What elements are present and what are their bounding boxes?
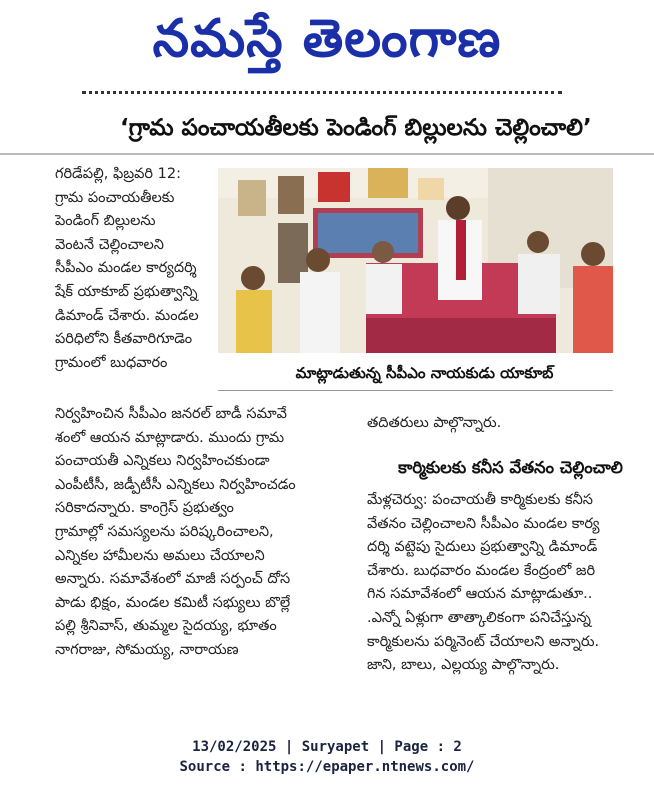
article-headline: ‘గ్రామ పంచాయతీలకు పెండింగ్ బిల్లులను చెల్లించాలి’	[120, 115, 592, 141]
body-line: పెండింగ్ బిల్లులను	[55, 213, 156, 230]
article-body-left-top	[55, 163, 212, 375]
second-article-headline: కార్మికులకు కనీస వేతనం చెల్లించాలి	[398, 458, 623, 477]
body-line: నిర్వహించిన సీపీఎం జనరల్ బాడీ సమావే	[55, 406, 287, 422]
body-line: షేక్ యాకూబ్ ప్రభుత్వాన్ని	[55, 283, 198, 300]
article-continuation	[367, 412, 637, 436]
body-line: నాగరాజు, సోమయ్య, నారాయణ	[55, 641, 239, 658]
masthead-title: నమస్తే తెలంగాణ	[152, 9, 502, 69]
second-article-body	[367, 489, 637, 678]
body-line: కార్మికులను పర్మినెంట్ చేయాలని అన్నారు.	[367, 633, 600, 650]
body-line: గ్రామ పంచాయతీలకు	[55, 189, 175, 206]
footer-date-line: 13/02/2025 | Suryapet | Page : 2	[192, 739, 462, 755]
photo-illustration	[218, 168, 613, 353]
body-line: వెంటనే చెల్లించాలని	[55, 236, 164, 253]
body-line: దర్శి వట్టెపు సైదులు ప్రభుత్వాన్ని డిమాండ్	[367, 539, 598, 556]
headline-divider	[0, 153, 654, 155]
body-line: జాని, బాలు, ఎల్లయ్య పాల్గొన్నారు.	[367, 657, 560, 674]
body-line: .ఎన్నో ఏళ్లుగా తాత్కాలికంగా పనిచేస్తున్న	[367, 609, 591, 626]
body-line: గ్రామాల్లో సమస్యలను పరిష్కరించాలని,	[55, 523, 274, 540]
body-line: వేతనం చెల్లించాలని సీపీఎం మండల కార్య	[367, 515, 600, 532]
body-line: డిమాండ్ చేశారు. మండల	[55, 307, 199, 324]
body-line: ఎంపీటీసీ, జడ్పీటీసీ ఎన్నికలు నిర్వహించడం	[55, 476, 296, 493]
body-line: గిన సమావేశంలో ఆయన మాట్లాడుతూ..	[367, 586, 593, 603]
body-line: తదితరులు పాల్గొన్నారు.	[367, 415, 502, 431]
body-line: అన్నారు. సమావేశంలో మాజీ సర్పంచ్ దోస	[55, 571, 291, 588]
article-body-left-bottom	[55, 403, 345, 663]
news-photo	[218, 168, 613, 353]
body-line: గ్రామంలో బుధవారం	[55, 354, 168, 371]
body-line: ఎన్నికల హామీలను అమలు చేయాలని	[55, 547, 265, 564]
body-line: సీపీఎం మండల కార్యదర్శి	[55, 260, 197, 277]
body-line: సరికాదన్నారు. కాంగ్రెస్ ప్రభుత్వం	[55, 500, 234, 517]
body-line: చేశారు. బుధవారం మండల కేంద్రంలో జరి	[367, 562, 596, 579]
body-line: పంచాయతీ ఎన్నికలు నిర్వహించకుండా	[55, 453, 270, 470]
body-line: శంలో ఆయన మాట్లాడారు. ముందు గ్రామ	[55, 429, 285, 446]
footer-source-line: Source : https://epaper.ntnews.com/	[179, 759, 475, 775]
caption-divider	[218, 390, 613, 391]
photo-caption: మాట్లాడుతున్న సీపీఎం నాయకుడు యాకూబ్	[295, 364, 554, 382]
body-line: మేళ్లచెర్వు: పంచాయతీ కార్మికులకు కనీస	[367, 492, 593, 508]
body-line: పల్లి శ్రీనివాస్, తుమ్మల సైదయ్య, భూతం	[55, 618, 277, 635]
body-line: గరిడేపల్లి, ఫిబ్రవరి 12:	[55, 166, 181, 182]
body-line: పాడు భిక్షం, మండల కమిటీ సభ్యులు బొల్లే	[55, 594, 291, 611]
masthead-divider	[82, 91, 562, 98]
body-line: పరిధిలోని కీతవారిగూడెం	[55, 331, 193, 348]
